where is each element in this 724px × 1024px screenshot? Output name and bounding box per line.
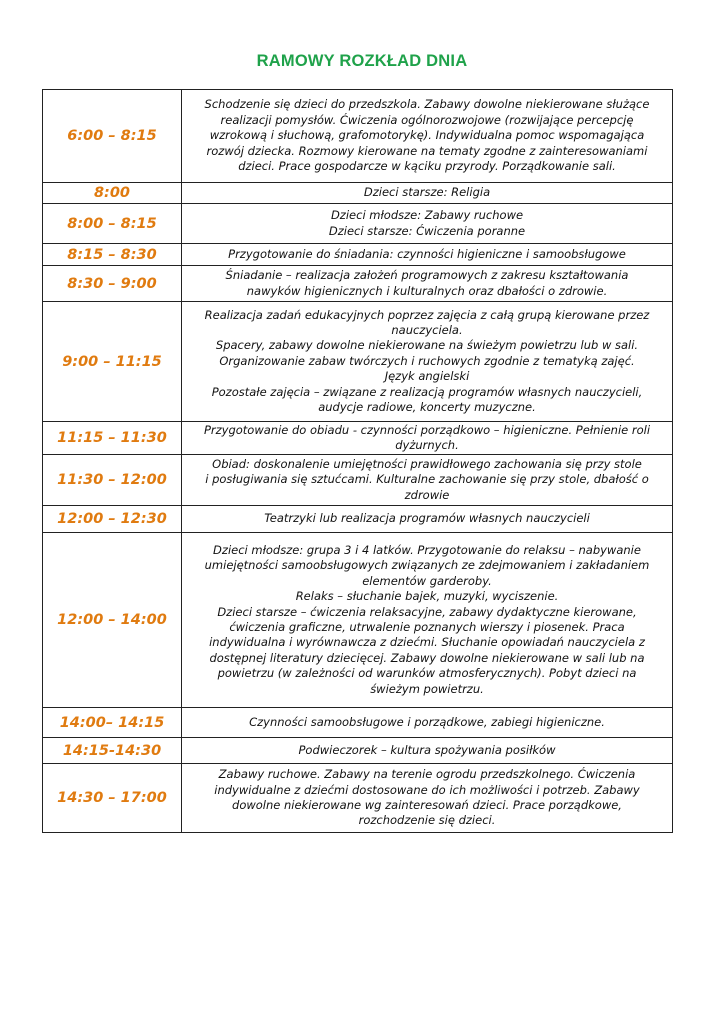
schedule-row (43, 422, 673, 455)
activity-line: Przygotowanie do śniadania: czynności higieniczne i samoobsługowe (228, 246, 626, 261)
schedule-row (43, 244, 673, 266)
schedule-time: 8:15 – 8:30 (43, 244, 182, 266)
schedule-row (43, 533, 673, 708)
schedule-time: 12:00 – 12:30 (43, 506, 182, 533)
schedule-activity (182, 455, 673, 506)
schedule-row (43, 506, 673, 533)
schedule-rows (43, 90, 673, 833)
schedule-row (43, 266, 673, 302)
activity-line: Zabawy ruchowe. Zabawy na terenie ogrodu przedszkolnego. Ćwiczenia (218, 767, 636, 782)
activity-line: realizacji pomysłów. Ćwiczenia ogólnorozwojowe (rozwijające percepcję (220, 112, 634, 127)
activity-line: Dzieci starsze – ćwiczenia relaksacyjne, zabawy dydaktyczne kierowane, (217, 604, 637, 619)
activity-line: dzieci. Prace gospodarcze w kąciku przyrody. Porządkowanie sali. (238, 159, 616, 174)
schedule-activity (182, 708, 673, 738)
schedule-row (43, 204, 673, 244)
schedule-row (43, 738, 673, 764)
schedule-row (43, 708, 673, 738)
activity-line: i posługiwania się sztućcami. Kulturalne zachowanie się przy stole, dbałość o (205, 472, 649, 487)
activity-line: Język angielski (384, 369, 470, 384)
activity-line: Dzieci młodsze: grupa 3 i 4 latków. Przygotowanie do relaksu – nabywanie (213, 542, 641, 557)
schedule-table (42, 89, 673, 833)
schedule-activity (182, 738, 673, 764)
activity-line: Dzieci starsze: Religia (363, 185, 491, 200)
activity-line: rozchodzenie się dzieci. (358, 813, 496, 828)
activity-line: nawyków higienicznych i kulturalnych oraz dbałości o zdrowie. (246, 283, 608, 298)
activity-line: świeżym powietrzu. (370, 681, 484, 696)
page-title: RAMOWY ROZKŁAD DNIA (256, 52, 468, 70)
activity-line: Teatrzyki lub realizacja programów własnych nauczycieli (264, 511, 590, 526)
activity-line: Dzieci starsze: Ćwiczenia poranne (328, 223, 526, 238)
activity-line: indywidualne z dziećmi dostosowane do ich możliwości i potrzeb. Zabawy (214, 782, 640, 797)
schedule-activity (182, 183, 673, 204)
schedule-time: 9:00 – 11:15 (43, 302, 182, 422)
schedule-activity (182, 244, 673, 266)
schedule-activity (182, 506, 673, 533)
activity-line: dowolne niekierowane wg zainteresowań dzieci. Prace porządkowe, (232, 798, 622, 812)
activity-line: umiejętności samoobsługowych związanych ze zdejmowaniem i zakładaniem (204, 558, 650, 573)
activity-line: Obiad: doskonalenie umiejętności prawidłowego zachowania się przy stole (212, 456, 642, 471)
schedule-activity (182, 422, 673, 455)
activity-line: Organizowanie zabaw twórczych i ruchowych zgodnie z tematyką zajęć. (219, 353, 635, 368)
activity-line: Dzieci młodsze: Zabawy ruchowe (330, 208, 524, 223)
schedule-activity (182, 266, 673, 302)
schedule-time: 14:15-14:30 (43, 738, 182, 764)
activity-line: audycje radiowe, koncerty muzyczne. (318, 400, 536, 415)
activity-line: powietrzu (w zależności od warunków atmosferycznych). Pobyt dzieci na (217, 666, 637, 681)
activity-line: Podwieczorek – kultura spożywania posiłków (298, 742, 556, 757)
activity-line: dostępnej literatury dziecięcej. Zabawy dowolne niekierowane w sali lub na (209, 650, 645, 665)
schedule-time: 8:30 – 9:00 (43, 266, 182, 302)
schedule-time: 11:15 – 11:30 (43, 422, 182, 455)
activity-line: dyżurnych. (395, 438, 459, 452)
activity-line: Realizacja zadań edukacyjnych poprzez zajęcia z całą grupą kierowane przez (204, 307, 650, 322)
activity-line: ćwiczenia graficzne, utrwalenie poznanych wierszy i piosenek. Praca (229, 620, 625, 634)
schedule-time: 8:00 – 8:15 (43, 204, 182, 244)
schedule-activity (182, 533, 673, 708)
activity-line: zdrowie (404, 487, 450, 502)
schedule-row (43, 90, 673, 183)
activity-line: Przygotowanie do obiadu - czynności porządkowo – higieniczne. Pełnienie roli (203, 422, 651, 437)
schedule-time: 12:00 – 14:00 (43, 533, 182, 708)
activity-line: Relaks – słuchanie bajek, muzyki, wyciszenie. (295, 589, 559, 604)
activity-line: elementów garderoby. (362, 573, 492, 588)
schedule-row (43, 455, 673, 506)
schedule-activity (182, 204, 673, 244)
schedule-time: 11:30 – 12:00 (43, 455, 182, 506)
schedule-time: 14:30 – 17:00 (43, 764, 182, 833)
schedule-activity (182, 302, 673, 422)
activity-line: indywidualna i wyrównawcza z dziećmi. Słuchanie opowiadań nauczyciela z (209, 635, 645, 650)
activity-line: Spacery, zabawy dowolne niekierowane na świeżym powietrzu lub w sali. (215, 338, 639, 353)
schedule-time: 6:00 – 8:15 (43, 90, 182, 183)
schedule-row (43, 183, 673, 204)
activity-line: wzrokową i słuchową, grafomotorykę). Indywidualna pomoc wspomagająca (209, 128, 645, 143)
schedule-time: 14:00– 14:15 (43, 708, 182, 738)
schedule-time: 8:00 (43, 183, 182, 204)
schedule-row (43, 764, 673, 833)
activity-line: nauczyciela. (391, 322, 463, 337)
activity-line: Czynności samoobsługowe i porządkowe, zabiegi higieniczne. (249, 714, 605, 729)
schedule-row (43, 302, 673, 422)
schedule-activity (182, 90, 673, 183)
activity-line: Pozostałe zajęcia – związane z realizacją programów własnych nauczycieli, (211, 384, 643, 399)
schedule-activity (182, 764, 673, 833)
activity-line: Schodzenie się dzieci do przedszkola. Zabawy dowolne niekierowane służące (204, 97, 650, 112)
activity-line: rozwój dziecka. Rozmowy kierowane na tematy zgodne z zainteresowaniami (206, 143, 648, 158)
activity-line: Śniadanie – realizacja założeń programowych z zakresu kształtowania (225, 268, 629, 283)
